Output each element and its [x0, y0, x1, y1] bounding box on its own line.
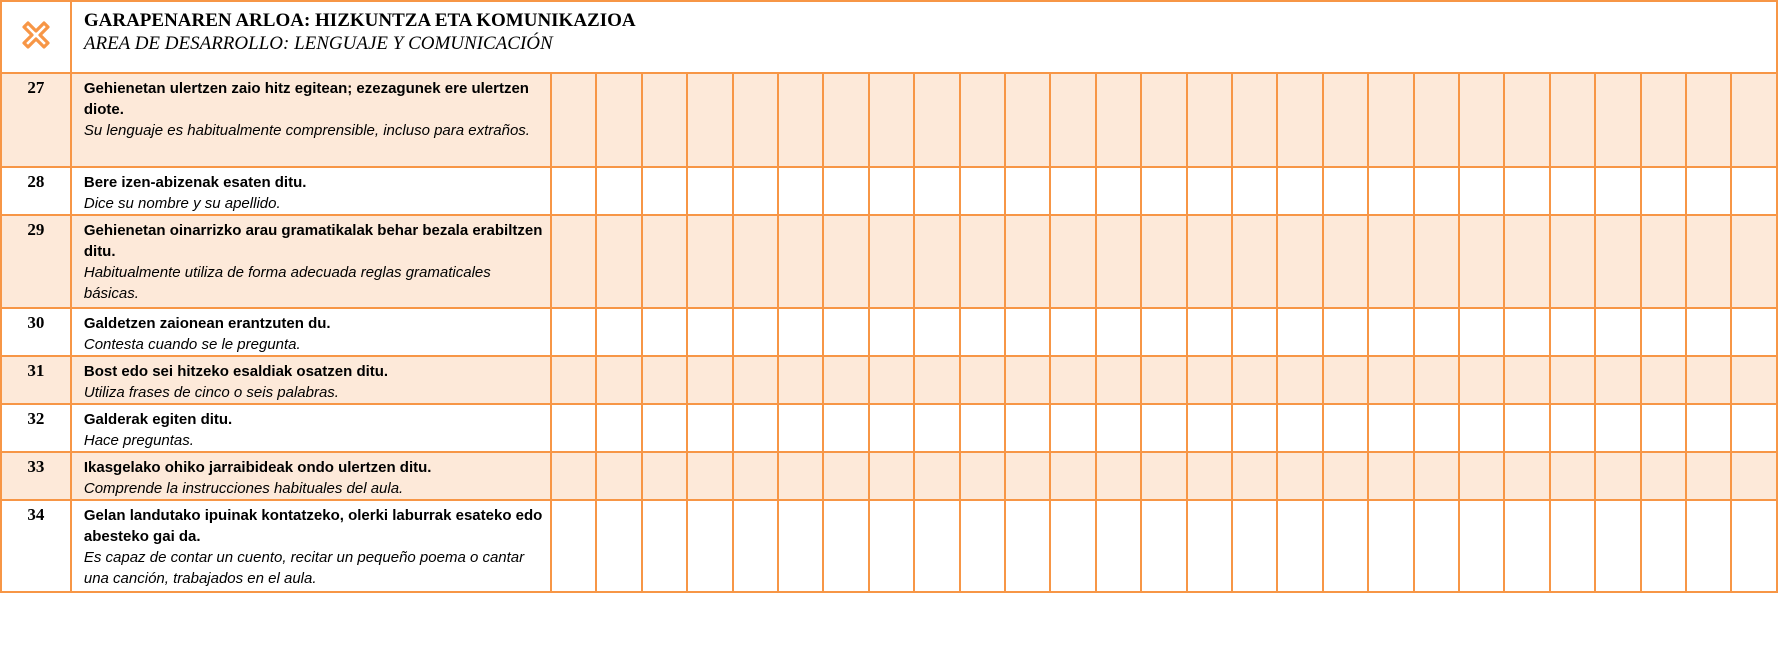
mark-cell[interactable] — [1641, 215, 1686, 308]
mark-cell[interactable] — [1414, 500, 1459, 592]
mark-cell[interactable] — [1641, 500, 1686, 592]
mark-cell[interactable] — [596, 215, 641, 308]
mark-cell[interactable] — [1595, 73, 1640, 167]
mark-cell[interactable] — [1187, 500, 1232, 592]
item-number: 29 — [1, 215, 71, 308]
mark-cell[interactable] — [596, 308, 641, 356]
item-description — [71, 356, 551, 404]
mark-cell[interactable] — [551, 308, 596, 356]
mark-cell[interactable] — [869, 167, 914, 215]
mark-cell[interactable] — [1277, 500, 1322, 592]
mark-cell[interactable] — [1277, 167, 1322, 215]
mark-cell[interactable] — [914, 452, 959, 500]
mark-cell[interactable] — [1323, 452, 1368, 500]
mark-cell[interactable] — [1005, 452, 1050, 500]
mark-cell[interactable] — [596, 404, 641, 452]
item-number: 34 — [1, 500, 71, 592]
mark-cell[interactable] — [1686, 215, 1731, 308]
item-text-spanish: Habitualmente utiliza de forma adecuada reglas gramaticales básicas. — [83, 264, 491, 302]
mark-cell[interactable] — [1504, 356, 1549, 404]
mark-cell[interactable] — [1414, 73, 1459, 167]
mark-cell[interactable] — [1005, 167, 1050, 215]
mark-cell[interactable] — [642, 73, 687, 167]
mark-cell[interactable] — [960, 308, 1005, 356]
mark-cell[interactable] — [960, 404, 1005, 452]
mark-cell[interactable] — [1141, 452, 1186, 500]
mark-cell[interactable] — [1096, 73, 1141, 167]
mark-cell[interactable] — [869, 500, 914, 592]
mark-cell[interactable] — [642, 356, 687, 404]
mark-cell[interactable] — [551, 404, 596, 452]
item-row — [1, 215, 1777, 308]
mark-cell[interactable] — [1187, 167, 1232, 215]
mark-cell[interactable] — [733, 308, 778, 356]
item-number: 30 — [1, 308, 71, 356]
item-number: 32 — [1, 404, 71, 452]
mark-cell[interactable] — [1232, 167, 1277, 215]
mark-cell[interactable] — [1731, 167, 1777, 215]
mark-cell[interactable] — [914, 404, 959, 452]
mark-cell[interactable] — [823, 500, 868, 592]
mark-cell[interactable] — [1277, 73, 1322, 167]
mark-cell[interactable] — [1187, 73, 1232, 167]
mark-cell[interactable] — [960, 215, 1005, 308]
mark-cell[interactable] — [596, 500, 641, 592]
mark-cell[interactable] — [596, 452, 641, 500]
mark-cell[interactable] — [1368, 167, 1413, 215]
item-row — [1, 356, 1777, 404]
mark-cell[interactable] — [778, 404, 823, 452]
mark-cell[interactable] — [1323, 215, 1368, 308]
mark-cell[interactable] — [1368, 452, 1413, 500]
mark-cell[interactable] — [778, 215, 823, 308]
mark-cell[interactable] — [1550, 167, 1595, 215]
item-description — [71, 308, 551, 356]
item-text-spanish: Dice su nombre y su apellido. — [83, 195, 281, 212]
item-number: 27 — [1, 73, 71, 167]
mark-cell[interactable] — [1459, 356, 1504, 404]
mark-cell[interactable] — [1686, 500, 1731, 592]
mark-cell[interactable] — [1050, 167, 1095, 215]
item-number: 28 — [1, 167, 71, 215]
mark-cell[interactable] — [1504, 404, 1549, 452]
mark-cell[interactable] — [1504, 308, 1549, 356]
mark-cell[interactable] — [1232, 308, 1277, 356]
mark-cell[interactable] — [914, 308, 959, 356]
mark-cell[interactable] — [778, 500, 823, 592]
mark-cell[interactable] — [1096, 500, 1141, 592]
item-text-spanish: Hace preguntas. — [83, 432, 194, 449]
mark-cell[interactable] — [1414, 356, 1459, 404]
mark-cell[interactable] — [551, 73, 596, 167]
section-title-cell — [71, 1, 1777, 73]
section-title-spanish: AREA DE DESARROLLO: LENGUAJE Y COMUNICACIÓN — [83, 33, 553, 54]
mark-cell[interactable] — [823, 308, 868, 356]
mark-cell[interactable] — [1504, 452, 1549, 500]
mark-cell[interactable] — [1187, 356, 1232, 404]
mark-cell[interactable] — [778, 73, 823, 167]
mark-cell[interactable] — [1641, 308, 1686, 356]
mark-cell[interactable] — [914, 167, 959, 215]
mark-cell[interactable] — [823, 167, 868, 215]
mark-cell[interactable] — [960, 452, 1005, 500]
mark-cell[interactable] — [1232, 500, 1277, 592]
item-text-basque: Gelan landutako ipuinak kontatzeko, olerki laburrak esateko edo abesteko gai da. — [83, 507, 543, 545]
mark-cell[interactable] — [1187, 452, 1232, 500]
mark-cell[interactable] — [551, 452, 596, 500]
mark-cell[interactable] — [914, 215, 959, 308]
mark-cell[interactable] — [1641, 73, 1686, 167]
mark-cell[interactable] — [1277, 452, 1322, 500]
mark-cell[interactable] — [1504, 167, 1549, 215]
mark-cell[interactable] — [642, 215, 687, 308]
mark-cell[interactable] — [1459, 167, 1504, 215]
mark-cell[interactable] — [1550, 404, 1595, 452]
mark-cell[interactable] — [1187, 215, 1232, 308]
mark-cell[interactable] — [733, 356, 778, 404]
section-title-basque: GARAPENAREN ARLOA: HIZKUNTZA ETA KOMUNIKAZIOA — [83, 10, 636, 31]
mark-cell[interactable] — [1414, 404, 1459, 452]
mark-cell[interactable] — [1005, 215, 1050, 308]
mark-cell[interactable] — [1641, 452, 1686, 500]
mark-cell[interactable] — [1323, 73, 1368, 167]
mark-cell[interactable] — [596, 73, 641, 167]
mark-cell[interactable] — [1096, 167, 1141, 215]
mark-cell[interactable] — [1323, 356, 1368, 404]
mark-cell[interactable] — [1414, 215, 1459, 308]
mark-cell[interactable] — [1368, 73, 1413, 167]
item-row — [1, 308, 1777, 356]
mark-cell[interactable] — [1731, 356, 1777, 404]
mark-cell[interactable] — [551, 215, 596, 308]
mark-cell[interactable] — [687, 73, 732, 167]
item-text-basque: Galdetzen zaionean erantzuten du. — [83, 315, 331, 332]
item-text-basque: Galderak egiten ditu. — [83, 411, 233, 428]
mark-cell[interactable] — [1096, 215, 1141, 308]
mark-cell[interactable] — [1368, 500, 1413, 592]
mark-cell[interactable] — [1595, 167, 1640, 215]
cross-icon — [19, 18, 53, 52]
mark-cell[interactable] — [1731, 452, 1777, 500]
mark-cell[interactable] — [1277, 356, 1322, 404]
mark-cell[interactable] — [1323, 167, 1368, 215]
mark-cell[interactable] — [1005, 356, 1050, 404]
mark-cell[interactable] — [1414, 308, 1459, 356]
mark-cell[interactable] — [869, 308, 914, 356]
mark-cell[interactable] — [1504, 73, 1549, 167]
mark-cell[interactable] — [1005, 308, 1050, 356]
mark-cell[interactable] — [823, 215, 868, 308]
mark-cell[interactable] — [1550, 500, 1595, 592]
mark-cell[interactable] — [1686, 308, 1731, 356]
mark-cell[interactable] — [1368, 215, 1413, 308]
item-text-spanish: Su lenguaje es habitualmente comprensible, incluso para extraños. — [83, 122, 530, 139]
item-description — [71, 500, 551, 592]
mark-cell[interactable] — [687, 215, 732, 308]
section-header-row — [1, 1, 1777, 73]
mark-cell[interactable] — [1459, 404, 1504, 452]
item-text-spanish: Contesta cuando se le pregunta. — [83, 336, 301, 353]
mark-cell[interactable] — [823, 404, 868, 452]
mark-cell[interactable] — [1141, 500, 1186, 592]
item-text-spanish: Comprende la instrucciones habituales del aula. — [83, 480, 404, 497]
mark-cell[interactable] — [642, 500, 687, 592]
mark-cell[interactable] — [1368, 404, 1413, 452]
mark-cell[interactable] — [1277, 215, 1322, 308]
mark-cell[interactable] — [778, 452, 823, 500]
mark-cell[interactable] — [823, 73, 868, 167]
mark-cell[interactable] — [869, 404, 914, 452]
mark-cell[interactable] — [1459, 500, 1504, 592]
mark-cell[interactable] — [1005, 73, 1050, 167]
mark-cell[interactable] — [1005, 500, 1050, 592]
item-text-basque: Bost edo sei hitzeko esaldiak osatzen ditu. — [83, 363, 389, 380]
mark-cell[interactable] — [1550, 215, 1595, 308]
mark-cell[interactable] — [1731, 500, 1777, 592]
mark-cell[interactable] — [733, 500, 778, 592]
mark-cell[interactable] — [1141, 167, 1186, 215]
mark-cell[interactable] — [1459, 73, 1504, 167]
mark-cell[interactable] — [1232, 73, 1277, 167]
item-description — [71, 452, 551, 500]
mark-cell[interactable] — [1050, 356, 1095, 404]
mark-cell[interactable] — [687, 500, 732, 592]
item-description — [71, 404, 551, 452]
mark-cell[interactable] — [551, 500, 596, 592]
mark-cell[interactable] — [914, 73, 959, 167]
mark-cell[interactable] — [914, 500, 959, 592]
item-text-basque: Gehienetan ulertzen zaio hitz egitean; ezezagunek ere ulertzen diote. — [83, 80, 529, 118]
mark-cell[interactable] — [733, 73, 778, 167]
mark-cell[interactable] — [1323, 308, 1368, 356]
mark-cell[interactable] — [1050, 308, 1095, 356]
mark-cell[interactable] — [778, 356, 823, 404]
item-row — [1, 452, 1777, 500]
mark-cell[interactable] — [960, 167, 1005, 215]
mark-cell[interactable] — [1368, 356, 1413, 404]
mark-cell[interactable] — [1595, 215, 1640, 308]
mark-cell[interactable] — [1323, 500, 1368, 592]
mark-cell[interactable] — [642, 404, 687, 452]
mark-cell[interactable] — [960, 356, 1005, 404]
mark-cell[interactable] — [1641, 167, 1686, 215]
mark-cell[interactable] — [1005, 404, 1050, 452]
mark-cell[interactable] — [1686, 404, 1731, 452]
mark-cell[interactable] — [960, 500, 1005, 592]
mark-cell[interactable] — [1232, 215, 1277, 308]
mark-cell[interactable] — [642, 167, 687, 215]
mark-cell[interactable] — [869, 452, 914, 500]
item-number: 31 — [1, 356, 71, 404]
item-row — [1, 167, 1777, 215]
mark-cell[interactable] — [778, 308, 823, 356]
mark-cell[interactable] — [1096, 404, 1141, 452]
mark-cell[interactable] — [687, 308, 732, 356]
mark-cell[interactable] — [1096, 356, 1141, 404]
mark-cell[interactable] — [1141, 73, 1186, 167]
mark-cell[interactable] — [1141, 356, 1186, 404]
mark-cell[interactable] — [1141, 308, 1186, 356]
mark-cell[interactable] — [1141, 404, 1186, 452]
item-number: 33 — [1, 452, 71, 500]
mark-cell[interactable] — [687, 356, 732, 404]
mark-cell[interactable] — [1050, 215, 1095, 308]
mark-cell[interactable] — [869, 73, 914, 167]
mark-cell[interactable] — [1323, 404, 1368, 452]
mark-cell[interactable] — [1686, 167, 1731, 215]
mark-cell[interactable] — [1550, 452, 1595, 500]
item-text-spanish: Es capaz de contar un cuento, recitar un pequeño poema o cantar una canción, trabajados en el aula. — [83, 549, 525, 587]
mark-cell[interactable] — [687, 452, 732, 500]
mark-cell[interactable] — [1731, 73, 1777, 167]
mark-cell[interactable] — [1232, 356, 1277, 404]
mark-cell[interactable] — [1414, 167, 1459, 215]
mark-cell[interactable] — [596, 167, 641, 215]
mark-cell[interactable] — [1096, 452, 1141, 500]
mark-cell[interactable] — [1050, 452, 1095, 500]
mark-cell[interactable] — [1050, 73, 1095, 167]
item-text-basque: Gehienetan oinarrizko arau gramatikalak behar bezala erabiltzen ditu. — [83, 222, 543, 260]
mark-cell[interactable] — [1459, 452, 1504, 500]
item-text-basque: Bere izen-abizenak esaten ditu. — [83, 174, 307, 191]
mark-cell[interactable] — [733, 404, 778, 452]
mark-cell[interactable] — [1187, 404, 1232, 452]
mark-cell[interactable] — [869, 356, 914, 404]
mark-cell[interactable] — [1595, 500, 1640, 592]
mark-cell[interactable] — [733, 452, 778, 500]
mark-cell[interactable] — [1459, 215, 1504, 308]
mark-cell[interactable] — [1050, 500, 1095, 592]
item-row — [1, 404, 1777, 452]
mark-cell[interactable] — [1504, 500, 1549, 592]
mark-cell[interactable] — [1595, 308, 1640, 356]
mark-cell[interactable] — [1232, 452, 1277, 500]
mark-cell[interactable] — [823, 356, 868, 404]
mark-cell[interactable] — [1550, 356, 1595, 404]
mark-cell[interactable] — [960, 73, 1005, 167]
item-row — [1, 73, 1777, 167]
mark-cell[interactable] — [1550, 73, 1595, 167]
mark-cell[interactable] — [1141, 215, 1186, 308]
mark-cell[interactable] — [869, 215, 914, 308]
mark-cell[interactable] — [1550, 308, 1595, 356]
mark-cell[interactable] — [687, 404, 732, 452]
mark-cell[interactable] — [1459, 308, 1504, 356]
section-icon-cell — [1, 1, 71, 73]
mark-cell[interactable] — [1504, 215, 1549, 308]
mark-cell[interactable] — [596, 356, 641, 404]
item-text-spanish: Utiliza frases de cinco o seis palabras. — [83, 384, 339, 401]
mark-cell[interactable] — [1686, 356, 1731, 404]
mark-cell[interactable] — [1414, 452, 1459, 500]
mark-cell[interactable] — [1096, 308, 1141, 356]
mark-cell[interactable] — [1731, 404, 1777, 452]
mark-cell[interactable] — [1187, 308, 1232, 356]
item-description — [71, 73, 551, 167]
mark-cell[interactable] — [551, 356, 596, 404]
mark-cell[interactable] — [778, 167, 823, 215]
mark-cell[interactable] — [1595, 356, 1640, 404]
item-text-basque: Ikasgelako ohiko jarraibideak ondo ulertzen ditu. — [83, 459, 432, 476]
mark-cell[interactable] — [1595, 452, 1640, 500]
mark-cell[interactable] — [551, 167, 596, 215]
mark-cell[interactable] — [642, 308, 687, 356]
mark-cell[interactable] — [914, 356, 959, 404]
mark-cell[interactable] — [733, 167, 778, 215]
mark-cell[interactable] — [1686, 73, 1731, 167]
mark-cell[interactable] — [1232, 404, 1277, 452]
item-description — [71, 167, 551, 215]
item-description — [71, 215, 551, 308]
mark-cell[interactable] — [1595, 404, 1640, 452]
mark-cell[interactable] — [1641, 356, 1686, 404]
mark-cell[interactable] — [1277, 404, 1322, 452]
mark-cell[interactable] — [733, 215, 778, 308]
mark-cell[interactable] — [1731, 308, 1777, 356]
mark-cell[interactable] — [642, 452, 687, 500]
mark-cell[interactable] — [1277, 308, 1322, 356]
mark-cell[interactable] — [1050, 404, 1095, 452]
mark-cell[interactable] — [1686, 452, 1731, 500]
mark-cell[interactable] — [1368, 308, 1413, 356]
mark-cell[interactable] — [1731, 215, 1777, 308]
mark-cell[interactable] — [1641, 404, 1686, 452]
item-row — [1, 500, 1777, 592]
mark-cell[interactable] — [687, 167, 732, 215]
mark-cell[interactable] — [823, 452, 868, 500]
